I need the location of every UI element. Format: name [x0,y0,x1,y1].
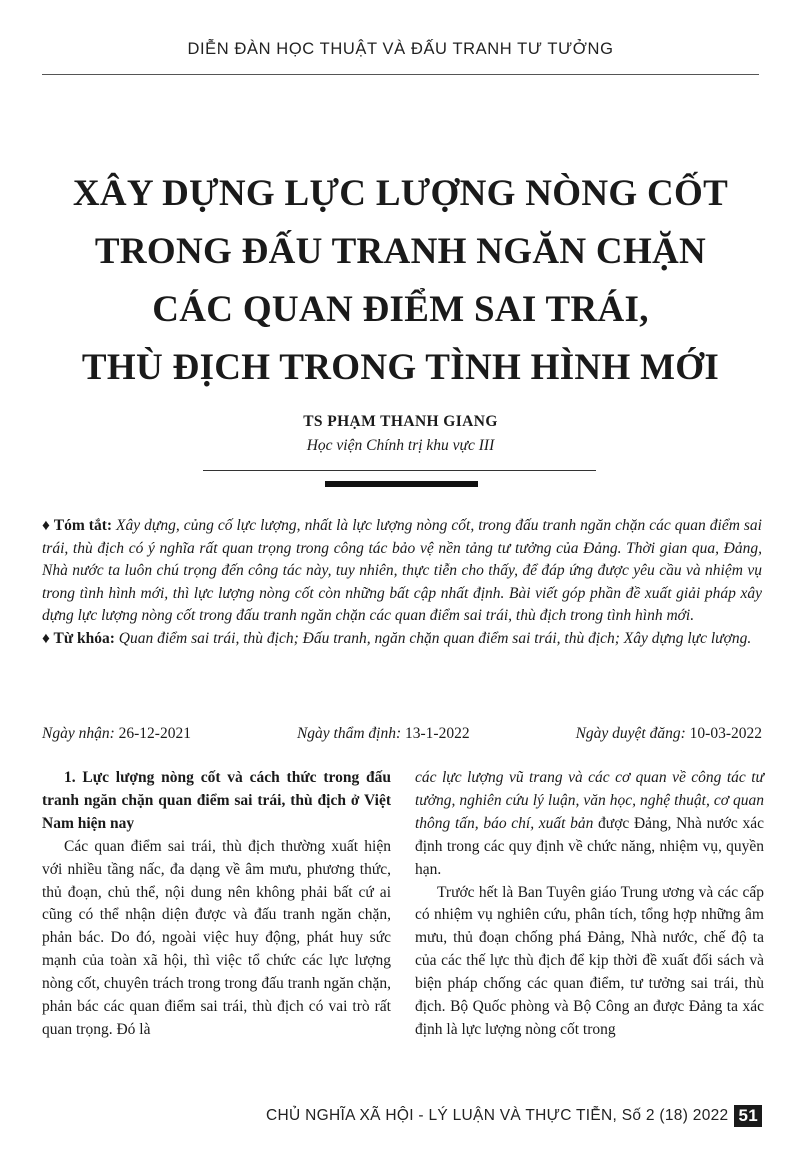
page-number: 51 [734,1105,762,1127]
body-column-left [42,767,391,1042]
abstract-summary [42,515,762,628]
date-received-value: 26-12-2021 [118,725,191,742]
body-continuation: được Đảng, Nhà nước xác định trong các quy định về chức năng, nhiệm vụ, quyền hạn. [415,814,764,878]
date-received-label: Ngày nhận: [42,725,115,742]
keywords-label: ♦ Từ khóa: [42,629,115,647]
body-paragraph: Các quan điểm sai trái, thù địch thường xuất hiện với nhiều tầng nấc, đa dạng về âm mưu, phương thức, thủ đoạn, chủ thể, nội dung nên không phải bất cứ ai cũng có thể nhận diện được và đấu tranh ngăn chặn, phản bác. Do đó, ngoài việc huy động, phát huy sức mạnh của toàn xã hội, thì việc tổ chức các lực lượng nòng cốt, chuyên trách trong trong đấu tranh ngăn chặn, phản bác các quan điểm sai trái, thù địch có vai trò rất quan trọng. Đó là [42,837,391,1038]
summary-text: Xây dựng, củng cố lực lượng, nhất là lực lượng nòng cốt, trong đấu tranh ngăn chặn các quan điểm sai trái, thù địch có ý nghĩa rất quan trọng trong công tác bảo vệ nền tảng tư tưởng của Đảng. Thời gian qua, Đảng, Nhà nước ta luôn chú trọng đến công tác này, tuy nhiên, thực tiễn cho thấy, để đáp ứng được yêu cầu và nhiệm vụ trong tình hình mới, thì lực lượng nòng cốt còn những bất cập nhất định. Bài viết góp phần đề xuất giải pháp xây dựng lực lượng nòng cốt trong đấu tranh ngăn chặn các quan điểm sai trái, thù địch trong tình hình mới. [42,517,762,625]
date-approved-value: 10-03-2022 [689,725,762,742]
header-divider [42,74,759,75]
date-reviewed [297,725,470,743]
date-approved-label: Ngày duyệt đăng: [575,725,686,742]
title-divider-thin [203,470,596,471]
article-dates [42,725,762,743]
title-line-2: TRONG ĐẤU TRANH NGĂN CHẶN [94,231,707,272]
body-paragraph: Trước hết là Ban Tuyên giáo Trung ương và các cấp có nhiệm vụ nghiên cứu, phân tích, tổng hợp những âm mưu, thủ đoạn chống phá Đảng, Nhà nước, chế độ ta của các thế lực thù địch để kịp thời đề xuất đối sách và biện pháp chống các quan điểm, tư tưởng sai trái, thù địch. Bộ Quốc phòng và Bộ Công an được Đảng ta xác định là lực lượng nòng cốt trong [415,883,764,1038]
date-approved [576,725,762,743]
author-affiliation: Học viện Chính trị khu vực III [306,437,495,454]
title-line-4: THÙ ĐỊCH TRONG TÌNH HÌNH MỚI [81,347,720,388]
summary-label: ♦ Tóm tắt: [42,517,113,534]
running-header: DIỄN ĐÀN HỌC THUẬT VÀ ĐẤU TRANH TƯ TƯỞNG [187,40,614,58]
journal-citation: CHỦ NGHĨA XÃ HỘI - LÝ LUẬN VÀ THỰC TIỄN, Số 2 (18) 2022 [266,1107,729,1124]
title-divider-thick [325,481,478,487]
date-reviewed-value: 13-1-2022 [405,725,470,742]
date-received [42,725,191,743]
title-line-1: XÂY DỰNG LỰC LƯỢNG NÒNG CỐT [72,173,729,214]
abstract-keywords [42,628,762,651]
running-footer [42,1105,762,1127]
body-column-right [415,767,764,1042]
keywords-text: Quan điểm sai trái, thù địch; Đấu tranh, ngăn chặn quan điểm sai trái, thù địch; Xây dựng lực lượng. [118,629,752,647]
section-heading: 1. Lực lượng nòng cốt và cách thức trong đấu tranh ngăn chặn quan điểm sai trái, thù địch ở Việt Nam hiện nay [42,769,391,832]
italic-phrase: các lực lượng vũ trang và các cơ quan về công tác tư tưởng, nghiên cứu lý luận, văn học, nghệ thuật, cơ quan thông tấn, báo chí, xuất bản [415,769,764,832]
abstract-block [42,515,762,651]
title-line-3: CÁC QUAN ĐIỂM SAI TRÁI, [152,289,649,330]
author-name: TS PHẠM THANH GIANG [303,413,498,430]
date-reviewed-label: Ngày thẩm định: [296,725,402,742]
body-paragraph-continued [415,767,764,882]
article-title [30,165,771,397]
